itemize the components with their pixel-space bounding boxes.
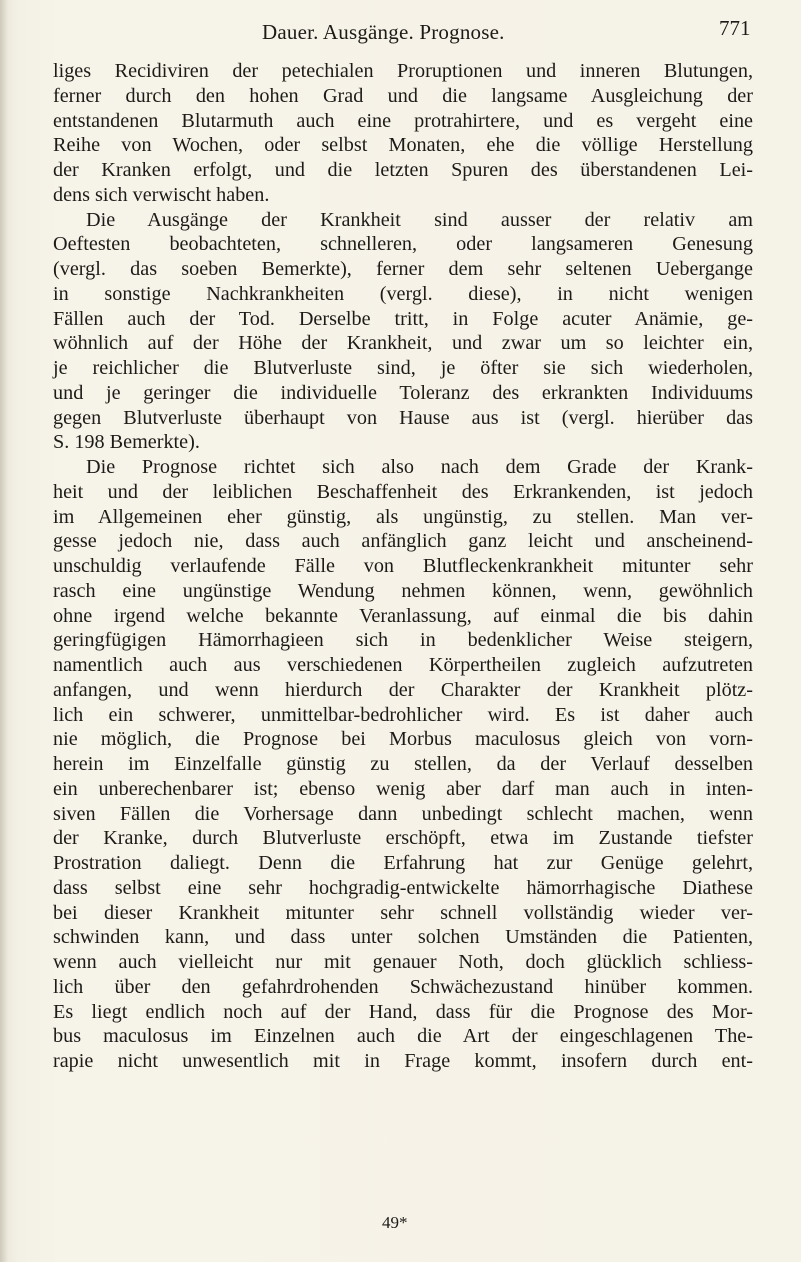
text-line: siven Fällen die Vorhersage dann unbedingt schlecht machen, wenn	[53, 802, 753, 825]
text-line: bei dieser Krankheit mitunter sehr schnell vollständig wieder ver-	[53, 901, 753, 924]
text-line: ferner durch den hohen Grad und die langsame Ausgleichung der	[53, 84, 753, 107]
binding-shadow	[0, 0, 8, 1262]
text-line: liges Recidiviren der petechialen Proruptionen und inneren Blutungen,	[53, 60, 753, 82]
text-line: geringfügigen Hämorrhagieen sich in bedenklicher Weise steigern,	[53, 629, 753, 652]
text-line: herein im Einzelfalle günstig zu stellen, da der Verlauf desselben	[53, 753, 753, 775]
page-number: 771	[719, 16, 751, 40]
text-line: ohne irgend welche bekannte Veranlassung, auf einmal die bis dahin	[53, 604, 753, 627]
text-line: S. 198 Bemerkte).	[53, 431, 200, 454]
text-line: heit und der leiblichen Beschaffenheit des Erkrankenden, ist jedoch	[53, 480, 753, 503]
text-line: lich über den gefahrdrohenden Schwächezustand hinüber kommen.	[53, 975, 753, 998]
text-line: nie möglich, die Prognose bei Morbus maculosus gleich von vorn-	[53, 728, 753, 751]
text-line: entstandenen Blutarmuth auch eine protrahirtere, und es vergeht eine	[53, 109, 753, 132]
text-line: anfangen, und wenn hierdurch der Charakter der Krankheit plötz-	[53, 678, 753, 701]
text-line: namentlich auch aus verschiedenen Körpertheilen zugleich aufzutreten	[53, 654, 753, 676]
text-line: unschuldig verlaufende Fälle von Blutfleckenkrankheit mitunter sehr	[53, 555, 753, 577]
text-line: im Allgemeinen eher günstig, als ungünstig, zu stellen. Man ver-	[53, 505, 753, 528]
text-line: Es liegt endlich noch auf der Hand, dass für die Prognose des Mor-	[53, 1000, 753, 1023]
page-header	[0, 14, 801, 44]
text-line: rapie nicht unwesentlich mit in Frage kommt, insofern durch ent-	[53, 1050, 753, 1072]
running-head: Dauer. Ausgänge. Prognose.	[262, 20, 505, 44]
text-line: der Kranken erfolgt, und die letzten Spuren des überstandenen Lei-	[53, 159, 753, 181]
text-line: schwinden kann, und dass unter solchen Umständen die Patienten,	[53, 926, 753, 949]
text-line: wöhnlich auf der Höhe der Krankheit, und zwar um so leichter ein,	[53, 332, 753, 355]
text-line: Reihe von Wochen, oder selbst Monaten, ehe die völlige Herstellung	[53, 134, 753, 157]
text-line: der Kranke, durch Blutverluste erschöpft, etwa im Zustande tiefster	[53, 827, 753, 850]
text-line: rasch eine ungünstige Wendung nehmen können, wenn, gewöhnlich	[53, 579, 753, 602]
text-line: (vergl. das soeben Bemerkte), ferner dem sehr seltenen Uebergange	[53, 258, 753, 280]
text-line: wenn auch vielleicht nur mit genauer Noth, doch glücklich schliess-	[53, 951, 753, 973]
text-line: je reichlicher die Blutverluste sind, je öfter sie sich wiederholen,	[53, 357, 753, 379]
text-line: Fällen auch der Tod. Derselbe tritt, in Folge acuter Anämie, ge-	[53, 307, 753, 330]
text-line: gesse jedoch nie, dass auch anfänglich ganz leicht und anscheinend-	[53, 530, 753, 553]
body-text	[53, 59, 753, 1074]
text-line: Prostration daliegt. Denn die Erfahrung hat zur Genüge gelehrt,	[53, 852, 753, 874]
text-line: Die Ausgänge der Krankheit sind ausser der relativ am	[86, 208, 753, 231]
text-line: Oeftesten beobachteten, schnelleren, oder langsameren Genesung	[53, 233, 753, 256]
text-line: dens sich verwischt haben.	[53, 183, 270, 206]
text-line: in sonstige Nachkrankheiten (vergl. diese), in nicht wenigen	[53, 282, 753, 305]
text-line: ein unberechenbarer ist; ebenso wenig aber darf man auch in inten-	[53, 777, 753, 800]
text-line: lich ein schwerer, unmittelbar-bedrohlicher wird. Es ist daher auch	[53, 703, 753, 726]
text-line: Die Prognose richtet sich also nach dem Grade der Krank-	[86, 456, 753, 478]
signature-mark: 49*	[382, 1213, 408, 1232]
text-line: dass selbst eine sehr hochgradig-entwickelte hämorrhagische Diathese	[53, 876, 753, 899]
text-line: und je geringer die individuelle Toleranz des erkrankten Individuums	[53, 381, 753, 404]
text-line: bus maculosus im Einzelnen auch die Art der eingeschlagenen The-	[53, 1025, 753, 1048]
text-line: gegen Blutverluste überhaupt von Hause aus ist (vergl. hierüber das	[53, 406, 753, 429]
